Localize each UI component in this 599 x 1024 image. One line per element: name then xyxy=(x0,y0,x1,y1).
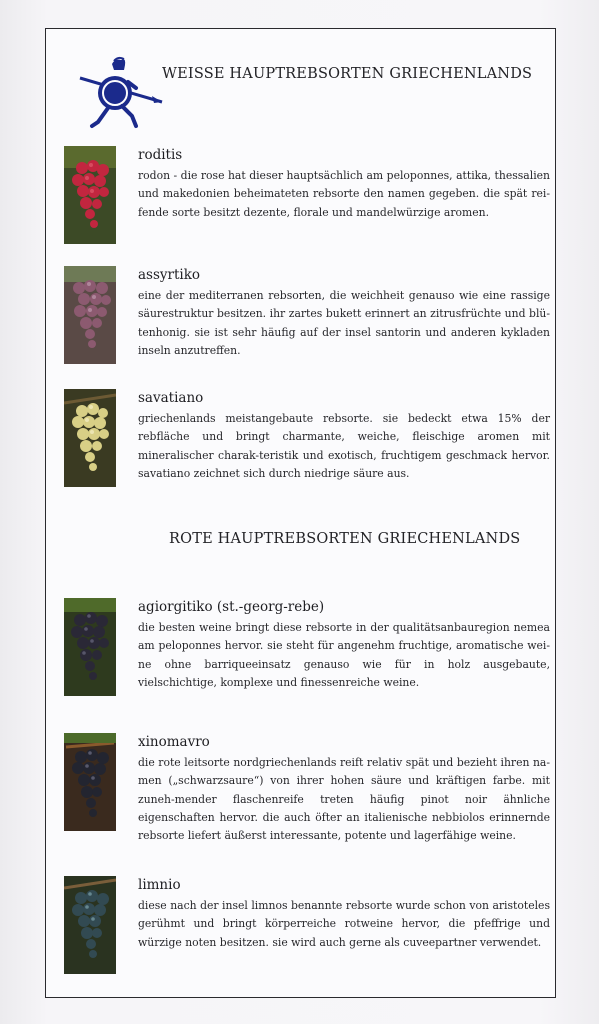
variety-name: agiorgitiko (st.-georg-rebe) xyxy=(138,599,325,615)
variety-description: griechenlands meistangebaute rebsorte. sie bedeckt etwa 15% der rebfläche und bringt charmante, weiche, fleischige aromen mit mineralischer charak-teristik und exotisch, fruchtigem geschmack hervor. savatiano zeichnet sich durch niedrige säure aus. xyxy=(138,412,550,480)
greek-warrior-icon xyxy=(78,56,164,132)
variety-description: eine der mediterranen rebsorten, die weichheit genauso wie eine rassige säurestruktur besitzen. ihr zartes bukett erinnert an zitrusfrüchte und blü-tenhonig. sie ist sehr häufig auf der insel santorin und anderen kykladen inseln anzutreffen. xyxy=(138,289,550,357)
white-varieties-title: WEISSE HAUPTREBSORTEN GRIECHENLANDS xyxy=(162,66,533,82)
dark-grape-cluster-icon xyxy=(64,598,116,696)
black-grape-cluster-icon xyxy=(64,733,116,831)
variety-name: savatiano xyxy=(138,390,204,406)
variety-description: die besten weine bringt diese rebsorte in der qualitätsanbauregion nemea am peloponnes hervor. sie steht für angenehm fruchtige, aromatische wei-ne ohne barriqueeinsatz genauso wie für in holz ausgebaute, vielschichtige, komplexe und finessenreiche weine. xyxy=(138,621,550,689)
variety-description: die rote leitsorte nordgriechenlands reift relativ spät und bezieht ihren na-men („schwarzsaure“) von ihrer hohen säure und kräftigen farbe. mit zuneh-mender flaschenreife treten häufig pinot noir ähnliche eigenschaften hervor. die auch öfter an italienische nebbiolos erinnernde rebsorte liefert äußerst interessante, potente und lagerfähige weine. xyxy=(138,756,550,843)
red-varieties-title: ROTE HAUPTREBSORTEN GRIECHENLANDS xyxy=(169,531,521,547)
purple-grape-cluster-icon xyxy=(64,266,116,364)
white-grape-cluster-icon xyxy=(64,389,116,487)
red-grape-cluster-icon xyxy=(64,146,116,244)
variety-name: assyrtiko xyxy=(138,267,201,283)
variety-name: roditis xyxy=(138,147,183,163)
blue-grape-cluster-icon xyxy=(64,876,116,974)
variety-description: rodon - die rose hat dieser hauptsächlich am peloponnes, attika, thessalien und makedonien beheimateten rebsorte den namen gegeben. die spät rei-fende sorte besitzt dezente, florale und mandelwürzige aromen. xyxy=(138,169,550,219)
variety-name: xinomavro xyxy=(138,734,210,750)
variety-description: diese nach der insel limnos benannte rebsorte wurde schon von aristoteles gerühmt und bringt körperreiche rotweine hervor, die pfeffrige und würzige noten besitzen. sie wird auch gerne als cuveepartner verwendet. xyxy=(138,899,550,949)
variety-name: limnio xyxy=(138,877,181,893)
